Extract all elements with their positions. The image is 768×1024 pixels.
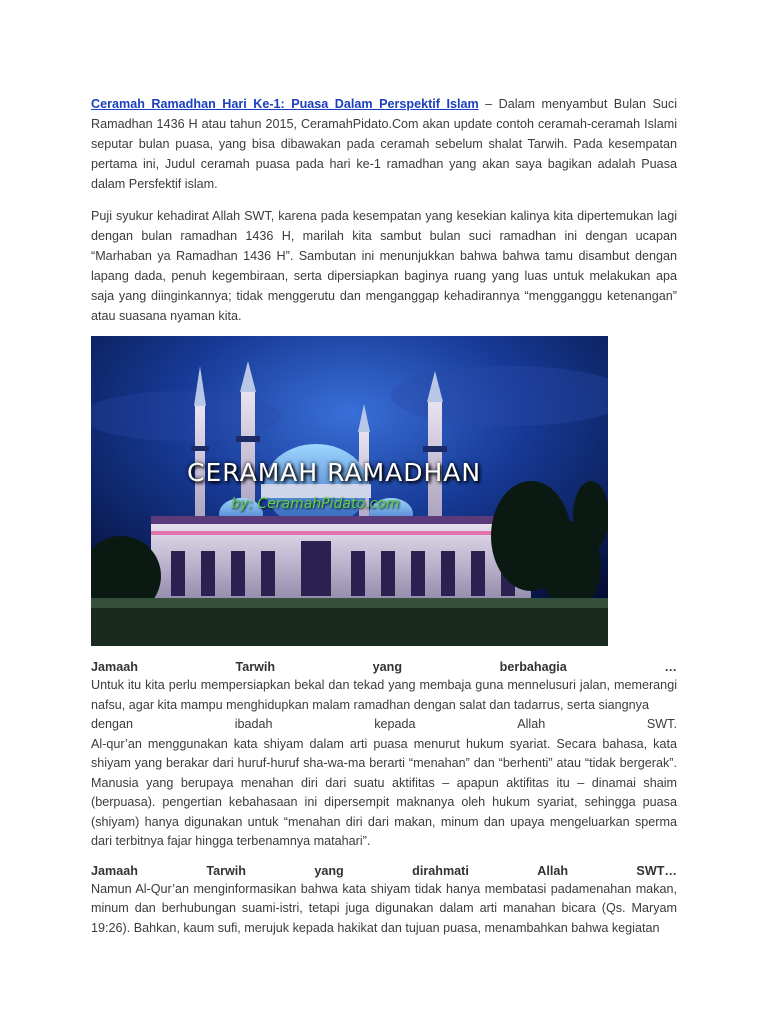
intro-text: – Dalam menyambut Bulan Suci Ramadhan 1436 H atau tahun 2015, CeramahPidato.Com akan update contoh ceramah-ceramah Islami seputar bulan puasa, yang bisa dibawakan pada ceramah sebelum shalat Tarwih. Pada kesempatan pertama ini, Judul ceramah puasa pada hari ke-1 ramadhan yang akan saya bagikan adalah Puasa dalam Persfektif islam. [91, 97, 677, 191]
heading-word: Tarwih [235, 660, 276, 674]
section1-text-a: Untuk itu kita perlu mempersiapkan bekal dan tekad yang membaja guna mennelusuri jalan, memerangi nafsu, agar kita mampu menghidupkan malam ramadhan dengan salat dan tadarrus, serta siangnya [91, 678, 677, 712]
heading-word: Jamaah [91, 660, 138, 674]
heading-word: dirahmati [412, 863, 469, 878]
mosque-banner-image [91, 336, 608, 646]
heading-word: yang [372, 660, 403, 674]
heading-word: SWT… [636, 863, 677, 878]
heading-word: Tarwih [206, 863, 246, 878]
mosque-illustration [91, 336, 608, 646]
spread-word: kepada [374, 717, 416, 731]
section1-text-b: Al-qur’an menggunakan kata shiyam dalam arti puasa menurut hukum syariat. Secara bahasa, kata shiyam yang berakar dari huruf-huruf sha-wa-ma berarti “menahan” dan “berhenti” atau “tidak bergerak”. Manusia yang berupaya menahan diri dari suatu aktifitas – apapun aktifitas itu – dinamai shaim (berpuasa). pengertian kebahasaan ini dipersempit maknanya oleh hukum syariat, sehingga puasa (shiyam) hanya digunakan untuk “menahan diri dari makan, minum dan upaya mengeluarkan sperma dari terbitnya fajar hingga terbenamnya matahari”. [91, 736, 677, 848]
heading-word: Jamaah [91, 863, 138, 878]
heading-word: yang [314, 863, 344, 878]
article [91, 94, 677, 938]
heading-word: … [664, 660, 677, 674]
banner-subtitle: by: CeramahPidato.com [231, 496, 400, 512]
heading-word: berbahagia [499, 660, 567, 674]
banner-title: CERAMAH RAMADHAN [187, 458, 482, 487]
spread-word: dengan [91, 717, 134, 731]
intro-paragraph [91, 94, 677, 194]
spread-word: ibadah [234, 717, 273, 731]
section1-spread-line [91, 715, 677, 735]
section-heading-1 [91, 658, 677, 676]
spread-word: Allah [517, 717, 546, 731]
heading-word: Allah [537, 863, 569, 878]
section-heading-2 [91, 862, 677, 880]
section2-text: Namun Al-Qur’an menginformasikan bahwa kata shiyam tidak hanya membatasi padamenahan makan, minum dan berhubungan suami-istri, tetapi juga digunakan dalam arti manahan bicara (Qs. Maryam 19:26). Bahkan, kaum sufi, merujuk kepada hakikat dan tujuan puasa, menambahkan bahwa kegiatan [91, 881, 677, 935]
article-title-link[interactable]: Ceramah Ramadhan Hari Ke-1: Puasa Dalam Perspektif Islam [91, 97, 479, 111]
spread-word: SWT. [646, 717, 677, 731]
opening-paragraph: Puji syukur kehadirat Allah SWT, karena pada kesempatan yang kesekian kalinya kita dipertemukan lagi dengan bulan ramadhan 1436 H, marilah kita sambut bulan suci ramadhan ini dengan ucapan “Marhaban ya Ramadhan 1436 H”. Sambutan ini menunjukkan bahwa bahwa tamu disambut dengan lapang dada, penuh kegembiraan, serta dipersiapkan baginya ruang yang luas untuk melakukan apa saja yang diinginkannya; tidak menggerutu dan menganggap kehadirannya “mengganggu ketenangan” atau suasana nyaman kita. [91, 209, 677, 323]
